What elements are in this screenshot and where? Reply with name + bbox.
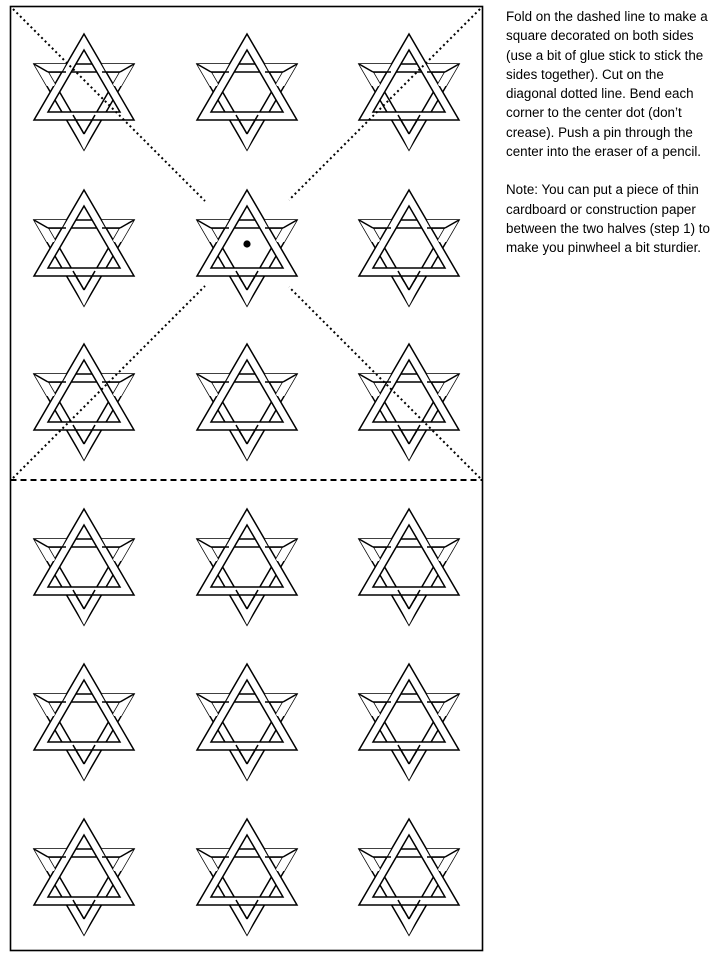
center-dot	[243, 240, 250, 247]
star-of-david-icon	[14, 807, 154, 947]
paragraph-gap	[506, 161, 712, 180]
star-of-david-icon	[177, 497, 317, 637]
star-of-david-icon	[339, 497, 479, 637]
star-of-david-icon	[14, 497, 154, 637]
star-of-david-icon	[339, 807, 479, 947]
star-of-david-icon	[339, 652, 479, 792]
star-of-david-icon	[339, 178, 479, 318]
star-of-david-icon	[339, 22, 479, 162]
instructions-note: Note: You can put a piece of thin cardboard or construction paper between the two halves (step 1) to make you pinwheel a bit sturdier.	[506, 182, 710, 256]
star-of-david-icon	[14, 22, 154, 162]
instructions-panel	[506, 7, 712, 258]
star-of-david-icon	[177, 22, 317, 162]
star-of-david-icon	[14, 652, 154, 792]
star-of-david-icon	[177, 332, 317, 472]
star-of-david-icon	[339, 332, 479, 472]
instructions-steps: Fold on the dashed line to make a square decorated on both sides (use a bit of glue stick to stick the sides together). Cut on the diagonal dotted line. Bend each corner to the center dot (don’t crease). Push a pin through the center into the eraser of a pencil.	[506, 9, 708, 160]
star-of-david-icon	[14, 178, 154, 318]
star-of-david-icon	[177, 807, 317, 947]
star-of-david-icon	[177, 652, 317, 792]
star-grid	[14, 22, 479, 947]
star-of-david-icon	[177, 178, 317, 318]
star-of-david-icon	[14, 332, 154, 472]
